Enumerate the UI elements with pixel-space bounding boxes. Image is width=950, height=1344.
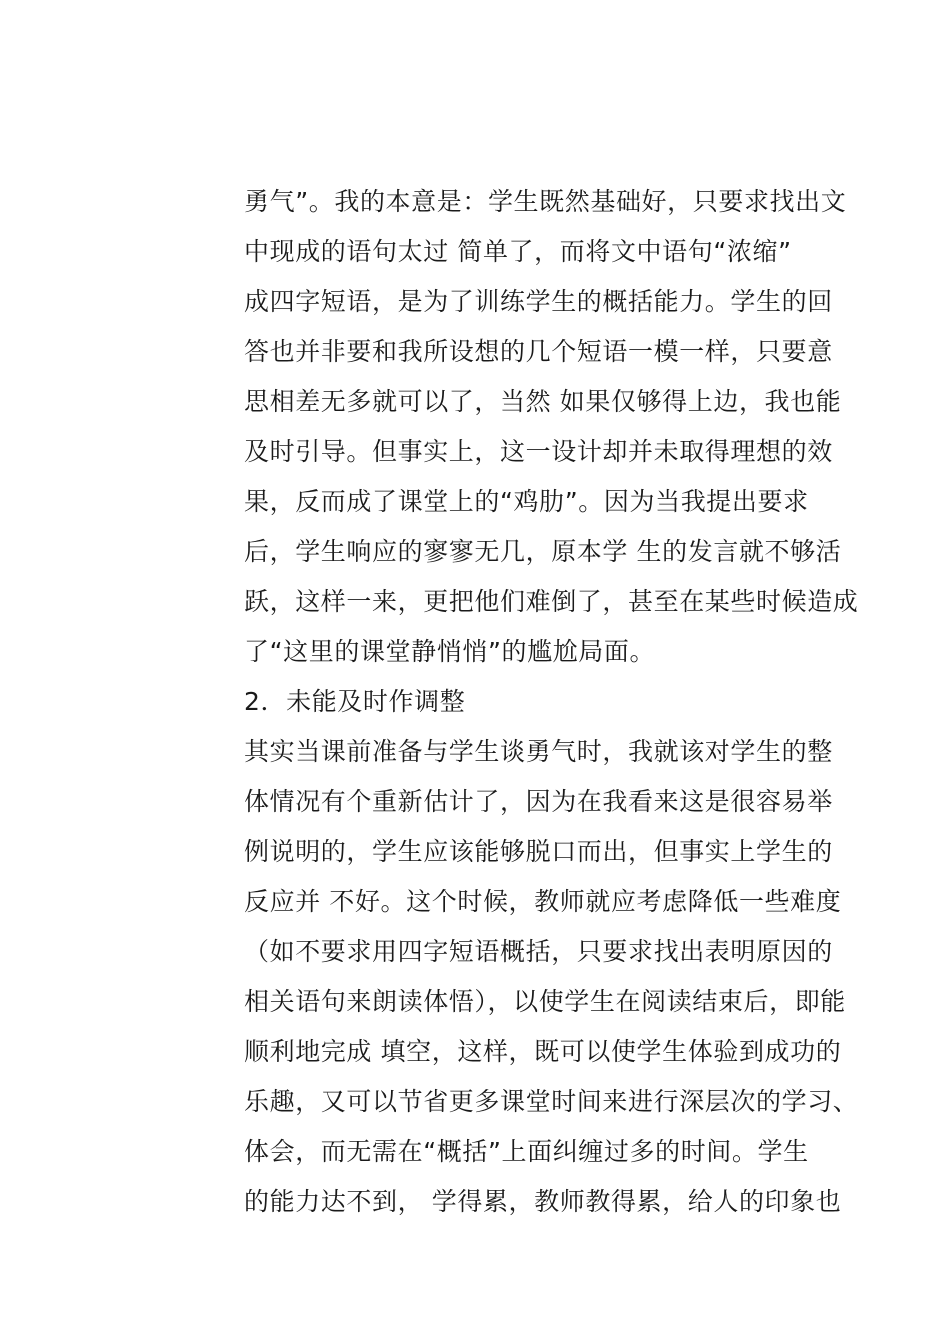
text-line: 体会，而无需在“概括”上面纠缠过多的时间。学生 [244,1137,809,1166]
text-line: 反应并 不好。这个时候，教师就应考虑降低一些难度 [244,887,842,916]
text-line: 成四字短语，是为了训练学生的概括能力。学生的回 [244,287,833,316]
text-line: 中现成的语句太过 简单了，而将文中语句“浓缩” [244,237,792,266]
text-line: 其实当课前准备与学生谈勇气时，我就该对学生的整 [244,737,833,766]
text-line: 相关语句来朗读体悟），以使学生在阅读结束后，即能 [244,987,846,1016]
text-line: 的能力达不到， 学得累，教师教得累，给人的印象也 [244,1187,842,1216]
text-line: 及时引导。但事实上，这一设计却并未取得理想的效 [244,437,833,466]
text-line: 思相差无多就可以了，当然 如果仅够得上边，我也能 [244,387,842,416]
text-line: （如不要求用四字短语概括，只要求找出表明原因的 [244,937,833,966]
text-line: 体情况有个重新估计了，因为在我看来这是很容易举 [244,787,833,816]
text-line: 果，反而成了课堂上的“鸡肋”。因为当我提出要求 [244,487,809,516]
text-line: 乐趣，又可以节省更多课堂时间来进行深层次的学习、 [244,1087,859,1116]
text-line: 了“这里的课堂静悄悄”的尴尬局面。 [244,637,656,666]
text-line: 顺利地完成 填空，这样，既可以使学生体验到成功的 [244,1037,842,1066]
section-heading: 2．未能及时作调整 [244,687,466,716]
text-line: 跃，这样一来，更把他们难倒了，甚至在某些时候造成 [244,587,859,616]
text-line: 勇气”。我的本意是：学生既然基础好，只要求找出文 [244,187,847,216]
text-line: 后，学生响应的寥寥无几，原本学 生的发言就不够活 [244,537,842,566]
text-line: 例说明的，学生应该能够脱口而出，但事实上学生的 [244,837,833,866]
text-line: 答也并非要和我所设想的几个短语一模一样，只要意 [244,337,833,366]
